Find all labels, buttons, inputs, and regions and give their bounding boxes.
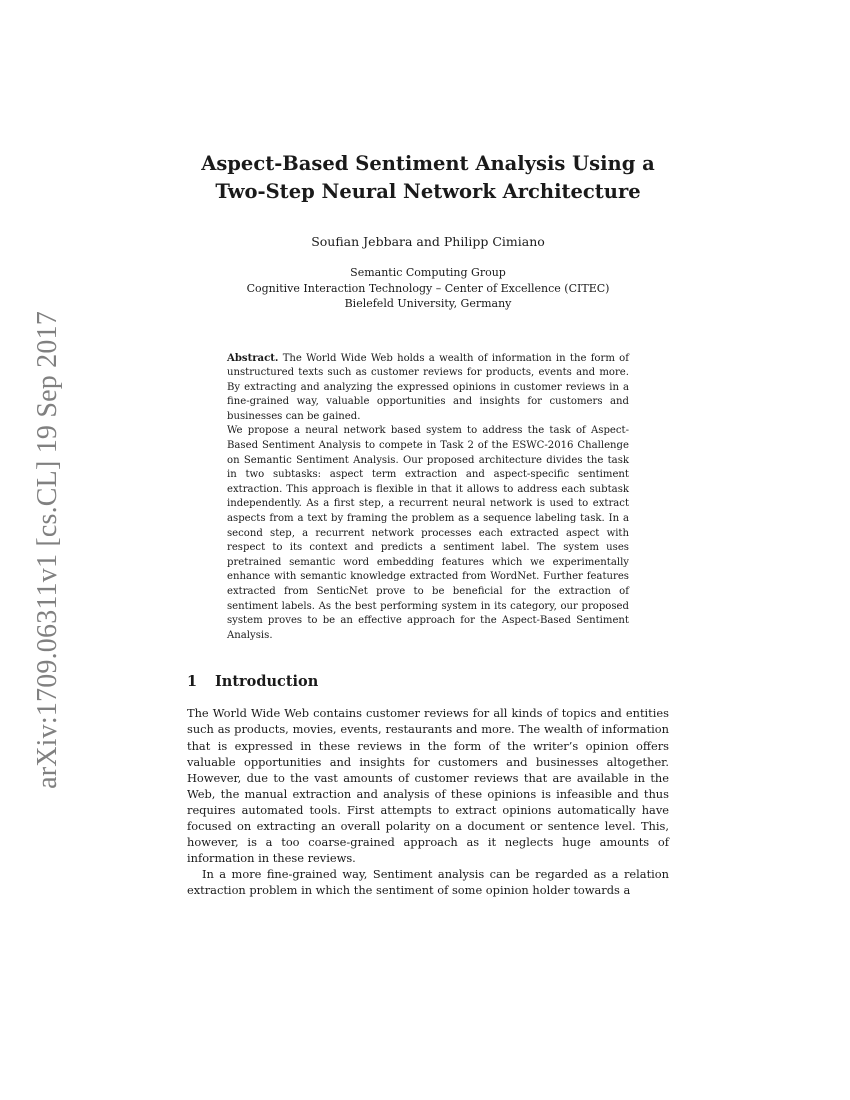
abstract-paragraph-1 (227, 352, 629, 425)
affiliation-group: Semantic Computing Group (350, 266, 506, 279)
section-title: Introduction (215, 673, 319, 691)
abstract-label: Abstract. (227, 352, 279, 364)
affiliation-block (187, 265, 669, 312)
paper-page (187, 150, 669, 899)
affiliation-university: Bielefeld University, Germany (344, 297, 512, 310)
affiliation-institute: Cognitive Interaction Technology – Center of Excellence (CITEC) (246, 281, 610, 295)
body-paragraph-2: In a more fine-grained way, Sentiment analysis can be regarded as a relation extraction problem in which the sentiment of some opinion holder towards a (187, 867, 669, 898)
author-list: Soufian Jebbara and Philipp Cimiano (311, 234, 545, 249)
section-number: 1 (187, 673, 198, 691)
abstract-block (227, 352, 629, 644)
abstract-paragraph-2: We propose a neural network based system to address the task of Aspect-Based Sentiment Analysis to compete in Task 2 of the ESWC-2016 Challenge on Semantic Sentiment Analysis. Our proposed architecture divides the task in two subtasks: aspect term extraction and aspect-specific sentiment extraction. This approach is flexible in that it allows to address each subtask independently. As a first step, a recurrent neural network is used to extract aspects from a text by framing the problem as a sequence labeling task. In a second step, a recurrent network processes each extracted aspect with respect to its context and predicts a sentiment label. The system uses pretrained semantic word embedding features which we experimentally enhance with semantic knowledge extracted from WordNet. Further features extracted from SenticNet prove to be beneficial for the extraction of sentiment labels. As the best performing system in its category, our proposed system proves to be an effective approach for the Aspect-Based Sentiment Analysis. (227, 425, 629, 641)
paper-title (187, 150, 669, 206)
title-line-2: Two-Step Neural Network Architecture (215, 180, 641, 203)
section-heading-introduction (187, 673, 669, 690)
abstract-text-1: The World Wide Web holds a wealth of information in the form of unstructured texts such as customer reviews for products, events and more. By extracting and analyzing the expressed opinions in customer reviews in a fine-grained way, valuable opportunities and insights for customers and businesses can be gained. (227, 352, 629, 422)
title-line-1: Aspect-Based Sentiment Analysis Using a (201, 152, 655, 175)
introduction-body (187, 705, 669, 898)
arxiv-identifier: arXiv:1709.06311v1 [cs.CL] 19 Sep 2017 (32, 311, 63, 789)
body-paragraph-1: The World Wide Web contains customer reviews for all kinds of topics and entities such as products, movies, events, restaurants and more. The wealth of information that is expressed in these reviews in the form of the writer’s opinion offers valuable opportunities and insights for customers and businesses altogether. However, due to the vast amounts of customer reviews that are available in the Web, the manual extraction and analysis of these opinions is infeasible and thus requires automated tools. First attempts to extract opinions automatically have focused on extracting an overall polarity on a document or sentence level. This, however, is a too coarse-grained approach as it neglects huge amounts of information in these reviews. (187, 706, 669, 866)
